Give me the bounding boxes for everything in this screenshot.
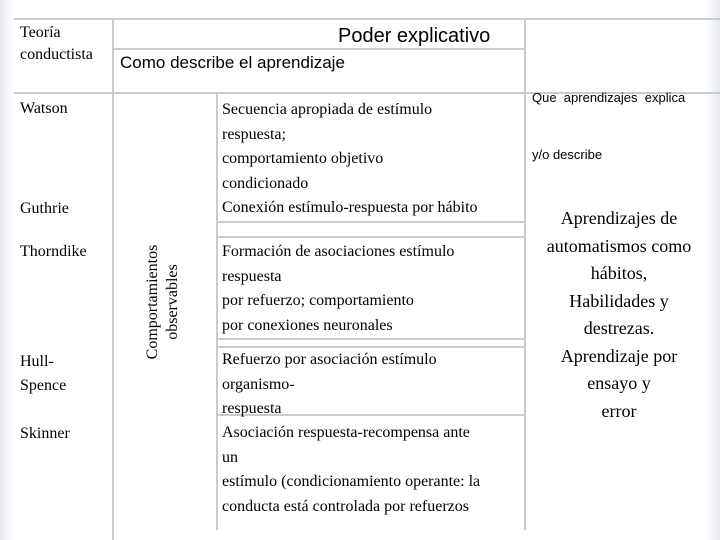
row-divider-guthrie [216, 221, 524, 223]
vertical-label-comportamientos: Comportamientos observables [144, 244, 181, 360]
theorist-skinner: Skinner [20, 425, 70, 442]
theorist-thorndike: Thorndike [20, 243, 87, 260]
right-col-aprendizajes: Aprendizajes de automatismos como hábitos, Habilidades y destrezas. Aprendizaje por ensayo y error [546, 208, 692, 421]
row-divider-thorndike [216, 236, 524, 238]
header-theory-label: Teoría conductista [20, 24, 93, 63]
header-como-describe: Como describe el aprendizaje [120, 53, 345, 72]
col1-right-border [112, 18, 114, 540]
row-divider-hull [216, 338, 524, 340]
top-border [14, 18, 720, 20]
header-que-aprendizajes: Que aprendizajes explica y/o describe [532, 90, 686, 162]
desc-hull: Refuerzo por asociación estímulo organismo- respuesta [222, 351, 437, 417]
header-divider-short [114, 48, 524, 50]
col3-left-border [216, 94, 218, 530]
desc-guthrie: Conexión estímulo-respuesta por hábito [222, 199, 478, 216]
header-poder-explicativo: Poder explicativo [338, 25, 491, 47]
col3-right-border [524, 18, 526, 530]
theorist-guthrie: Guthrie [20, 200, 69, 217]
theorist-watson: Watson [20, 100, 68, 117]
theorist-hull-spence: Hull- Spence [20, 353, 67, 394]
desc-watson: Secuencia apropiada de estímulo respuesta; comportamiento objetivo condicionado [222, 101, 433, 192]
desc-thorndike: Formación de asociaciones estímulo respuesta por refuerzo; comportamiento por conexiones neuronales [222, 243, 455, 334]
desc-skinner: Asociación respuesta-recompensa ante un estímulo (condicionamiento operante: la conducta está controlada por refuerzos [222, 424, 481, 515]
